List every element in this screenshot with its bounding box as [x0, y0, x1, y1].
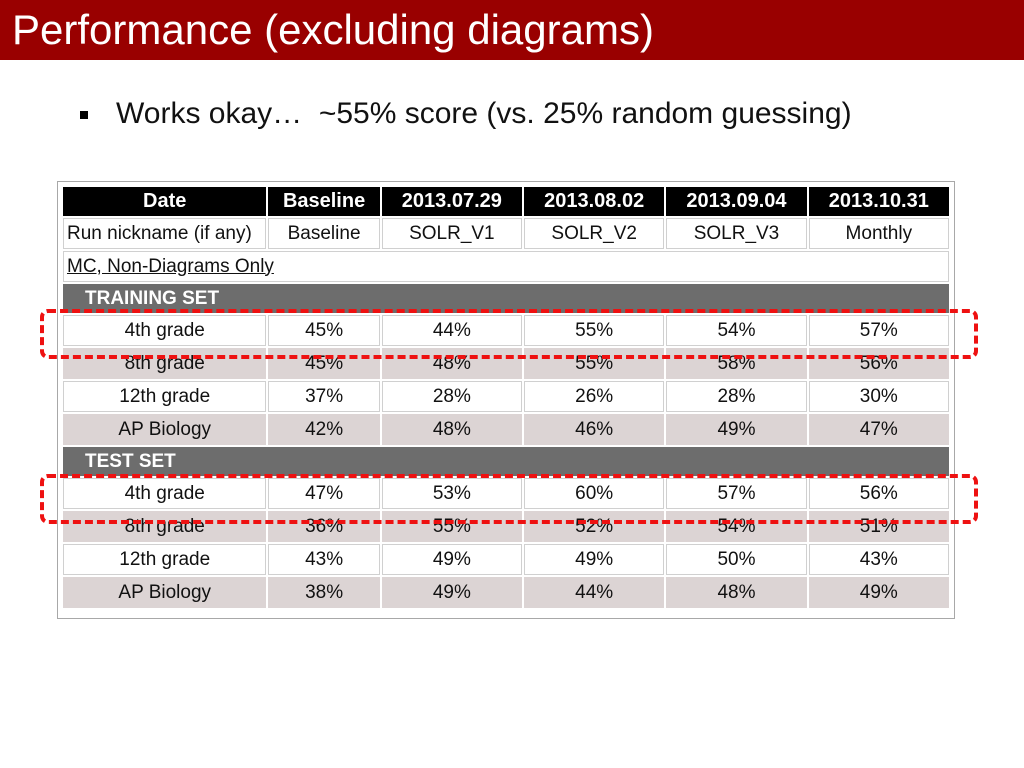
table-row — [63, 577, 949, 608]
table-cell: 51% — [809, 511, 949, 542]
slide-title: Performance (excluding diagrams) — [12, 6, 654, 53]
table-cell: 58% — [666, 348, 806, 379]
table-cell: 47% — [809, 414, 949, 445]
table-cell: 45% — [268, 348, 379, 379]
table-cell: 42% — [268, 414, 379, 445]
subset-label: MC, Non-Diagrams Only — [63, 251, 949, 282]
table-cell: 57% — [666, 478, 806, 509]
column-header: 2013.08.02 — [524, 187, 664, 216]
table-row — [63, 315, 949, 346]
row-label: 4th grade — [63, 315, 266, 346]
column-header: 2013.09.04 — [666, 187, 806, 216]
table-cell: 44% — [524, 577, 664, 608]
table-cell: 28% — [666, 381, 806, 412]
row-label: 8th grade — [63, 511, 266, 542]
column-header: Date — [63, 187, 266, 216]
table-cell: 49% — [666, 414, 806, 445]
performance-table — [61, 185, 951, 610]
table-cell: Baseline — [268, 218, 379, 249]
table-cell: 43% — [268, 544, 379, 575]
bullet-item — [80, 92, 852, 136]
table-cell: 52% — [524, 511, 664, 542]
nickname-row — [63, 218, 949, 249]
table-cell: 43% — [809, 544, 949, 575]
table-cell: SOLR_V3 — [666, 218, 806, 249]
row-label: 8th grade — [63, 348, 266, 379]
table-row — [63, 511, 949, 542]
table-cell: 48% — [382, 348, 522, 379]
table-row — [63, 544, 949, 575]
section-label: TEST SET — [63, 447, 949, 476]
table-cell: 55% — [524, 315, 664, 346]
performance-table-frame — [57, 181, 955, 619]
row-label: Run nickname (if any) — [63, 218, 266, 249]
table-cell: 57% — [809, 315, 949, 346]
table-cell: SOLR_V2 — [524, 218, 664, 249]
section-header-test — [63, 447, 949, 476]
table-cell: 49% — [809, 577, 949, 608]
table-cell: 30% — [809, 381, 949, 412]
table-cell: 45% — [268, 315, 379, 346]
table-cell: 60% — [524, 478, 664, 509]
row-label: 12th grade — [63, 544, 266, 575]
table-cell: 44% — [382, 315, 522, 346]
table-cell: 48% — [382, 414, 522, 445]
table-cell: 49% — [524, 544, 664, 575]
table-cell: 37% — [268, 381, 379, 412]
table-cell: 49% — [382, 544, 522, 575]
title-bar — [0, 0, 1024, 60]
table-cell: 36% — [268, 511, 379, 542]
row-label: AP Biology — [63, 577, 266, 608]
table-row — [63, 478, 949, 509]
table-cell: 55% — [382, 511, 522, 542]
table-cell: 46% — [524, 414, 664, 445]
table-cell: 54% — [666, 315, 806, 346]
table-cell: 53% — [382, 478, 522, 509]
table-cell: 26% — [524, 381, 664, 412]
bullet-square-icon — [80, 111, 88, 119]
table-cell: 48% — [666, 577, 806, 608]
row-label: 4th grade — [63, 478, 266, 509]
section-label: TRAINING SET — [63, 284, 949, 313]
table-cell: 56% — [809, 348, 949, 379]
table-cell: 50% — [666, 544, 806, 575]
section-header-training — [63, 284, 949, 313]
table-row — [63, 348, 949, 379]
table-cell: 49% — [382, 577, 522, 608]
table-cell: 28% — [382, 381, 522, 412]
table-cell: 38% — [268, 577, 379, 608]
bullet-text: Works okay… ~55% score (vs. 25% random guessing) — [116, 97, 852, 130]
table-cell: 56% — [809, 478, 949, 509]
column-header: 2013.10.31 — [809, 187, 949, 216]
table-cell: Monthly — [809, 218, 949, 249]
subset-row — [63, 251, 949, 282]
table-row — [63, 381, 949, 412]
column-header: Baseline — [268, 187, 379, 216]
table-cell: 54% — [666, 511, 806, 542]
row-label: AP Biology — [63, 414, 266, 445]
table-cell: 47% — [268, 478, 379, 509]
table-row — [63, 414, 949, 445]
table-cell: 55% — [524, 348, 664, 379]
row-label: 12th grade — [63, 381, 266, 412]
column-header: 2013.07.29 — [382, 187, 522, 216]
table-header-row — [63, 187, 949, 216]
table-cell: SOLR_V1 — [382, 218, 522, 249]
